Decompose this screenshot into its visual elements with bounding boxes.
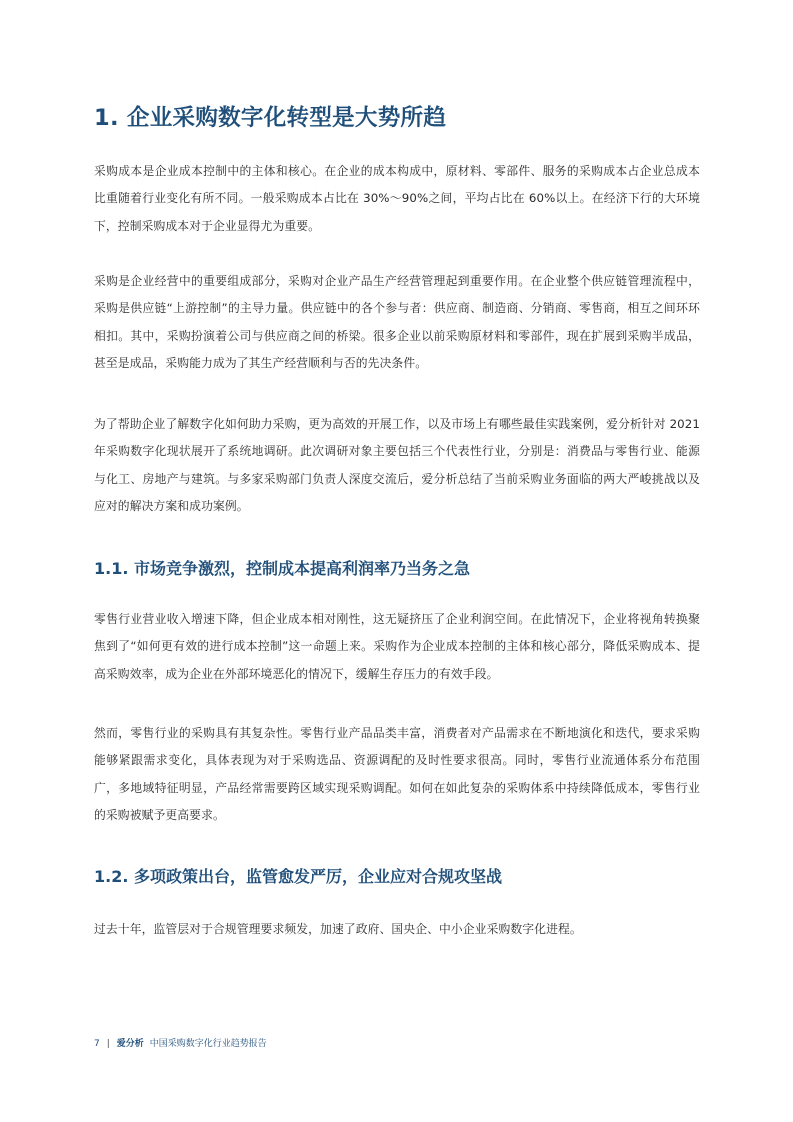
section-1-1-paragraph-1: 零售行业营业收入增速下降，但企业成本相对刚性，这无疑挤压了企业利润空间。在此情况下，企业将视角转换聚焦到了“如何更有效的进行成本控制”这一命题上来。采购作为企业成本控制的主体和核心部分，降低采购成本、提高采购效率，成为企业在外部环境恶化的情况下，缓解生存压力的有效手段。	[94, 612, 700, 681]
section-title-1-2: 1.2. 多项政策出台，监管愈发严厉，企业应对合规攻坚战	[94, 867, 502, 886]
footer-separator: |	[106, 1039, 110, 1049]
section-title-1-1: 1.1. 市场竞争激烈，控制成本提高利润率乃当务之急	[94, 559, 470, 578]
intro-paragraph-2: 采购是企业经营中的重要组成部分，采购对企业产品生产经营管理起到重要作用。在企业整个供应链管理流程中，采购是供应链“上游控制”的主导力量。供应链中的各个参与者：供应商、制造商、分销商、零售商，相互之间环环相扣。其中，采购扮演着公司与供应商之间的桥梁。很多企业以前采购原材料和零部件，现在扩展到采购半成品，甚至是成品，采购能力成为了其生产经营顺利与否的先决条件。	[94, 274, 700, 371]
section-1-1-paragraph-2: 然而，零售行业的采购具有其复杂性。零售行业产品品类丰富，消费者对产品需求在不断地演化和迭代，要求采购能够紧跟需求变化，具体表现为对于采购选品、资源调配的及时性要求很高。同时，零售行业流通体系分布范围广，多地域特征明显，产品经常需要跨区域实现采购调配。如何在如此复杂的采购体系中持续降低成本，零售行业的采购被赋予更高要求。	[94, 726, 700, 823]
section-1-2-paragraph-1: 过去十年，监管层对于合规管理要求频发，加速了政府、国央企、中小企业采购数字化进程。	[94, 922, 582, 936]
footer-report-title: 中国采购数字化行业趋势报告	[149, 1039, 267, 1049]
page-number: 7	[94, 1039, 100, 1049]
intro-paragraph-1: 采购成本是企业成本控制中的主体和核心。在企业的成本构成中，原材料、零部件、服务的采购成本占企业总成本比重随着行业变化有所不同。一般采购成本占比在 30%～90%之间，平均占比在 60%以上。在经济下行的大环境下，控制采购成本对于企业显得尤为重要。	[94, 164, 700, 233]
page-footer	[94, 1036, 267, 1049]
page-title: 1. 企业采购数字化转型是大势所趋	[94, 105, 447, 131]
intro-paragraph-3: 为了帮助企业了解数字化如何助力采购，更为高效的开展工作，以及市场上有哪些最佳实践案例，爱分析针对 2021 年采购数字化现状展开了系统地调研。此次调研对象主要包括三个代表性行业，分别是：消费品与零售行业、能源与化工、房地产与建筑。与多家采购部门负责人深度交流后，爱分析总结了当前采购业务面临的两大严峻挑战以及应对的解决方案和成功案例。	[94, 417, 700, 514]
footer-brand: 爱分析	[116, 1039, 144, 1049]
